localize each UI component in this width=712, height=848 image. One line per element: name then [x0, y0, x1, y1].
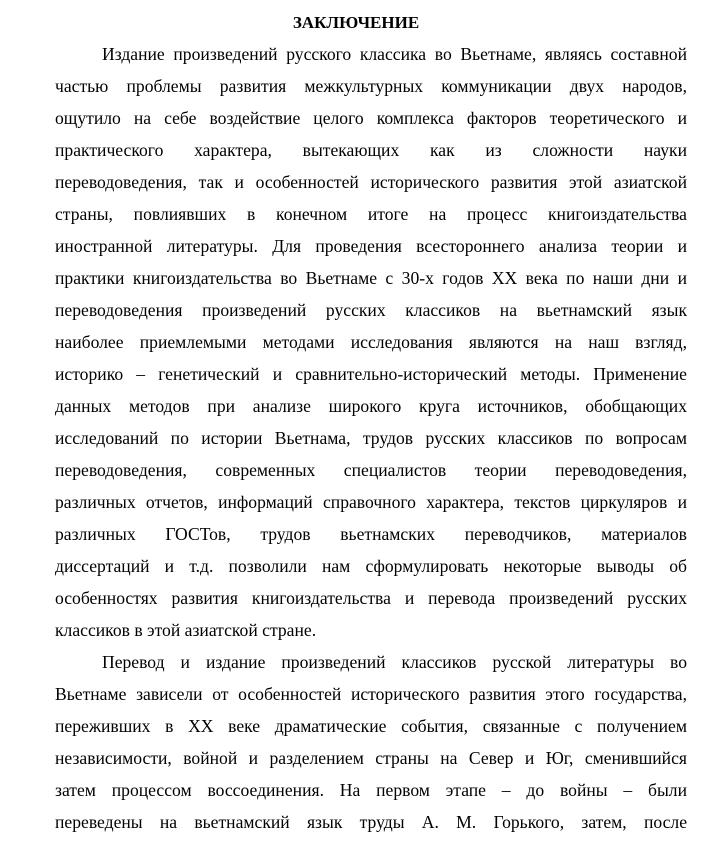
paragraph-2-line-6: переведены на вьетнамский язык труды А. М. Горького, затем, после: [55, 812, 687, 832]
paragraph-2-line-1: Перевод и издание произведений классиков русской литературы во: [102, 652, 687, 672]
paragraph-1-line-18: особенностях развития книгоиздательства и перевода произведений русских: [55, 588, 687, 608]
paragraph-1-line-1: Издание произведений русского классика во Вьетнаме, являясь составной: [102, 44, 687, 64]
paragraph-1-line-7: иностранной литературы. Для проведения всестороннего анализа теории и: [55, 236, 687, 256]
paragraph-1-line-12: данных методов при анализе широкого круга источников, обобщающих: [55, 396, 687, 416]
paragraph-1-line-8: практики книгоиздательства во Вьетнаме с 30-х годов XX века по наши дни и: [55, 268, 687, 288]
paragraph-1-line-4: практического характера, вытекающих как из сложности науки: [55, 140, 687, 160]
paragraph-1-line-14: переводоведения, современных специалистов теории переводоведения,: [55, 460, 687, 480]
paragraph-1-line-10: наиболее приемлемыми методами исследования являются на наш взгляд,: [55, 332, 687, 352]
paragraph-1-line-9: переводоведения произведений русских классиков на вьетнамский язык: [55, 300, 687, 320]
paragraph-1-line-3: ощутило на себе воздействие целого комплекса факторов теоретического и: [55, 108, 687, 128]
paragraph-1-line-6: страны, повлиявших в конечном итоге на процесс книгоиздательства: [55, 204, 687, 224]
paragraph-1-line-5: переводоведения, так и особенностей исторического развития этой азиатской: [55, 172, 687, 192]
page-title: ЗАКЛЮЧЕНИЕ: [292, 13, 420, 32]
paragraph-1-line-19: классиков в этой азиатской стране.: [55, 620, 317, 640]
paragraph-1-line-15: различных отчетов, информаций справочного характера, текстов циркуляров и: [55, 492, 687, 512]
paragraph-1-line-2: частью проблемы развития межкультурных коммуникации двух народов,: [55, 76, 687, 96]
paragraph-1-line-16: различных ГОСТов, трудов вьетнамских переводчиков, материалов: [55, 524, 687, 544]
paragraph-1-line-13: исследований по истории Вьетнама, трудов русских классиков по вопросам: [55, 428, 687, 448]
paragraph-1-line-17: диссертаций и т.д. позволили нам сформулировать некоторые выводы об: [55, 556, 687, 576]
paragraph-2-line-3: переживших в XX веке драматические события, связанные с получением: [55, 716, 687, 736]
paragraph-2-line-4: независимости, войной и разделением страны на Север и Юг, сменившийся: [55, 748, 687, 768]
paragraph-2-line-5: затем процессом воссоединения. На первом этапе – до войны – были: [55, 780, 687, 800]
paragraph-2-line-2: Вьетнаме зависели от особенностей исторического развития этого государства,: [55, 684, 687, 704]
paragraph-1-line-11: историко – генетический и сравнительно-исторический методы. Применение: [55, 364, 687, 384]
